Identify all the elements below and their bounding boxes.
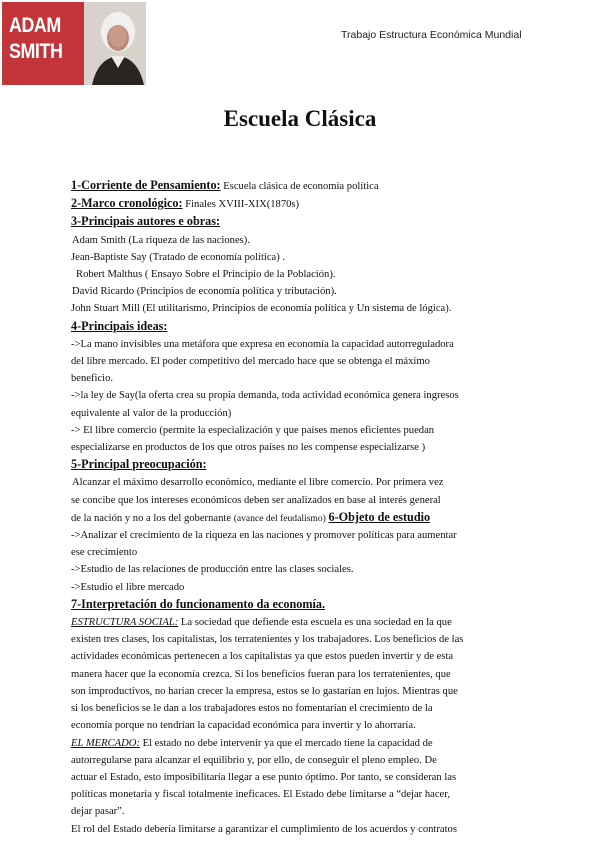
section-3 — [71, 213, 531, 231]
concern-line-with-section-6 — [71, 509, 531, 527]
adam-smith-portrait-image — [84, 2, 146, 85]
section-7 — [71, 596, 531, 614]
market-line: dejar pasar”. — [71, 806, 125, 818]
market-line: autorregularse para alcanzar el equilibrio y, por ello, de conseguir el pleno empleo. De — [71, 754, 437, 766]
concern-line: se concibe que los intereses económicos deben ser analizados en base al interés general — [71, 494, 441, 506]
section-6-heading: 6-Objeto de estudio — [328, 509, 431, 524]
author-line: Robert Malthus ( Ensayo Sobre el Principio de la Población). — [76, 269, 336, 281]
idea-line: ->La mano invisibles una metáfora que expresa en economía la capacidad autorreguladora — [71, 338, 454, 350]
social-structure-line: actividades económicas pertenecen a los capitalistas ya que estos pueden invertir y de esta — [71, 651, 454, 663]
author-line: Adam Smith (La riqueza de las naciones). — [72, 234, 250, 246]
social-structure-text: La sociedad que defiende esta escuela es una sociedad en la que — [178, 617, 452, 629]
social-structure-line — [71, 614, 531, 631]
section-1-text: Escuela clásica de economía política — [220, 181, 379, 192]
market-line — [71, 735, 531, 752]
section-4-heading: 4-Principais ideas: — [71, 318, 168, 333]
document-header: Trabajo Estructura Económica Mundial — [341, 29, 522, 41]
social-structure-line: economía porque no tendrían la capacidad económica para invertir y lo ahorraría. — [71, 720, 416, 732]
logo-text — [9, 13, 62, 65]
object-line: ->Analizar el crecimiento de la riqueza en las naciones y promover políticas para aumentar — [71, 530, 457, 542]
section-3-heading: 3-Principais autores e obras: — [71, 214, 221, 229]
document-title: Escuela Clásica — [223, 106, 377, 131]
market-line: políticas monetaria y fiscal totalmente ineficaces. El Estado debe limitarse a “dejar hacer, — [71, 789, 451, 801]
section-1-heading: 1-Corriente de Pensamiento: — [71, 178, 221, 192]
idea-line: especializarse en productos de los que otros países no les compense especializarse ) — [71, 442, 426, 454]
concern-small-note: (avance del feudalismo) — [233, 512, 326, 524]
logo-line-2: SMITH — [9, 40, 63, 63]
section-2-heading: 2-Marco cronológico: — [71, 196, 183, 211]
section-2 — [71, 195, 531, 213]
market-label: EL MERCADO: — [71, 737, 140, 749]
idea-line: beneficio. — [71, 373, 114, 385]
social-structure-line: existen tres clases, los capitalistas, los terratenientes y los trabajadores. Los beneficios de las — [71, 634, 464, 646]
social-structure-line: manera hacer que la economía crezca. Si los beneficios fueran para los terratenientes, que — [71, 668, 451, 680]
object-line: ->Estudio de las relaciones de producción entre las clases sociales. — [71, 564, 354, 576]
social-structure-line: son improductivos, no harían crecer la empresa, estos se lo gastarían en lujos. Mientras que — [71, 685, 458, 697]
section-7-heading: 7-Interpretación do funcionamento da economía. — [71, 596, 326, 611]
idea-line: del libre mercado. El poder competitivo del mercado hace que se obtenga el máximo — [71, 356, 430, 368]
concern-text: de la nación y no a los del gobernante — [71, 512, 234, 524]
idea-line: ->la ley de Say(la oferta crea su propia demanda, toda actividad económica genera ingresos — [71, 390, 459, 402]
document-body — [71, 177, 531, 838]
author-line: John Stuart Mill (El utilitarismo, Principios de economía política y Un sistema de lógica). — [71, 303, 452, 315]
section-2-text: Finales XVIII-XIX(1870s) — [182, 199, 300, 211]
social-structure-line: si los beneficios se le dan a los trabajadores estos no fomentarían el crecimiento de la — [71, 703, 433, 715]
author-line: Jean-Baptiste Say (Tratado de economía política) . — [71, 251, 286, 263]
object-line: ->Estudio el libre mercado — [71, 581, 185, 593]
section-5-heading: 5-Principal preocupación: — [71, 457, 207, 472]
section-4 — [71, 318, 531, 336]
concern-line: Alcanzar el máximo desarrollo económico, mediante el libre comercio. Por primera vez — [72, 477, 444, 489]
idea-line: -> El libre comercio (permite la especialización y que países menos eficientes puedan — [71, 424, 435, 436]
section-1 — [71, 177, 531, 195]
adam-smith-logo — [2, 2, 146, 85]
market-text: El estado no debe intervenir ya que el mercado tiene la capacidad de — [139, 737, 433, 749]
logo-line-1: ADAM — [9, 14, 61, 37]
section-5 — [71, 456, 531, 474]
social-structure-label: ESTRUCTURA SOCIAL: — [71, 617, 179, 629]
idea-line: equivalente al valor de la producción) — [71, 407, 232, 419]
object-line: ese crecimiento — [71, 547, 138, 559]
market-line: actuar el Estado, esto imposibilitaría llegar a ese punto óptimo. Por tanto, se consideran las — [71, 771, 457, 783]
author-line: David Ricardo (Principios de economía política y tributación). — [72, 286, 337, 298]
market-line: El rol del Estado debería limitarse a garantizar el cumplimiento de los acuerdos y contratos — [71, 823, 457, 835]
